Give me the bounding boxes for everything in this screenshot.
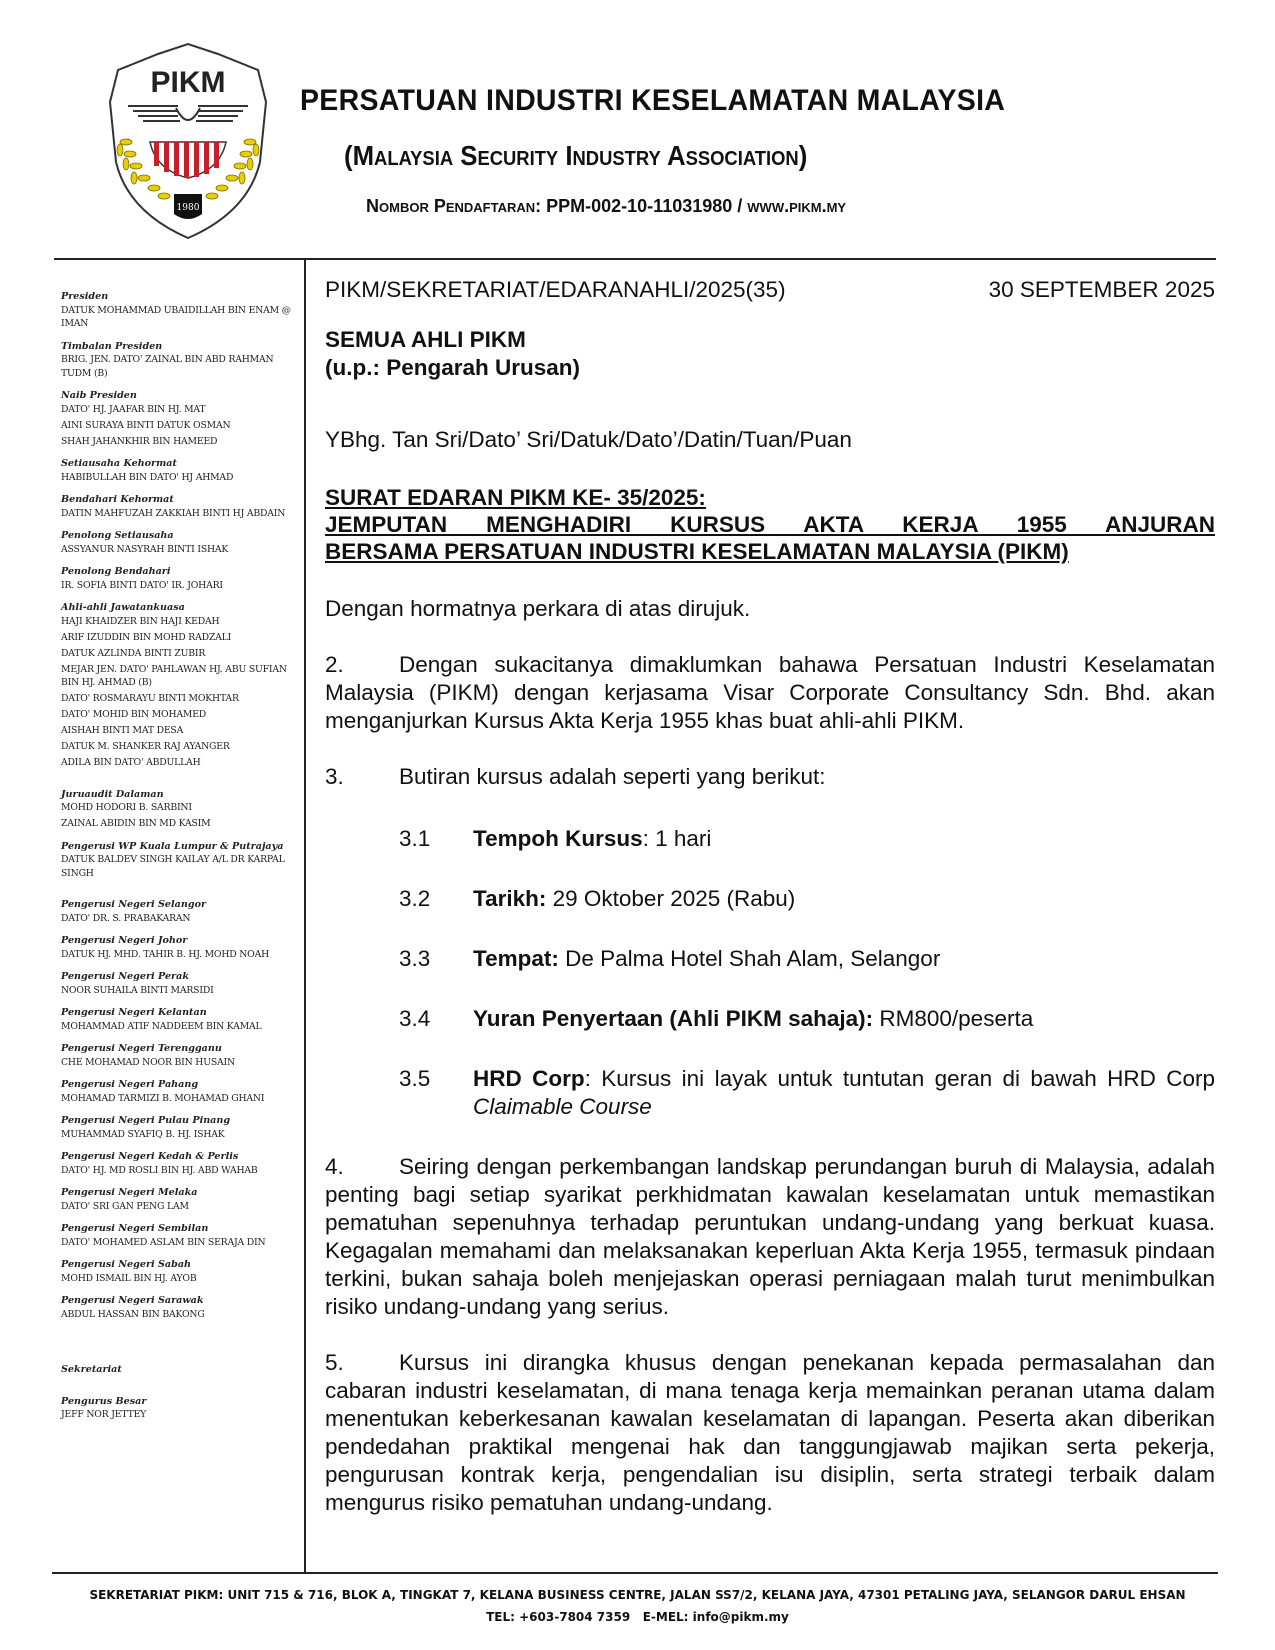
item-number: 3.2 [399,886,431,911]
item-text [473,825,1215,853]
registration-number: Nombor Pendaftaran: PPM-002-10-11031980 / www.pikm.my [366,196,847,216]
top-divider [54,258,1216,260]
committee-role: Pengerusi Negeri Sembilan [61,1223,209,1234]
salutation: YBhg. Tan Sri/Dato’ Sri/Datuk/Dato’/Datin/Tuan/Puan [325,427,852,452]
item-label: HRD Corp [473,1066,585,1091]
committee-member-name: ASSYANUR NASYRAH BINTI ISHAK [61,543,229,555]
paragraph-number: 3. [325,764,344,789]
committee-group [61,290,301,331]
item-value-italic: Claimable Course [473,1094,652,1119]
committee-member-name: DATO' MOHAMED ASLAM BIN SERAJA DIN [61,1236,266,1248]
item-label: Tempat: [473,946,559,971]
committee-group [61,565,301,592]
committee-member-name: DATO' ROSMARAYU BINTI MOKHTAR [61,693,239,704]
item-number: 3.4 [399,1006,431,1031]
item-value: Kursus ini layak untuk tuntutan geran di bawah HRD Corp [601,1066,1215,1091]
course-detail-item [399,1005,1215,1033]
item-label: Tempoh Kursus [473,826,643,851]
item-value: RM800/peserta [879,1006,1034,1031]
paragraph-text: Kursus ini dirangka khusus dengan penekanan kepada permasalahan dan cabaran industri keselamatan, di mana tenaga kerja memainkan peranan utama dalam menentukan keberkesanan kawalan keselamatan di lapangan. Peserta akan diberikan pendedahan praktikal mengenai hak dan tanggungjawab majikan serta pekerja, pengurusan kontrak kerja, pengendalian isu disiplin, serta strategi terbaik dalam mengurus risiko pematuhan undang-undang. [325,1350,1215,1515]
paragraph-5 [325,1349,1215,1517]
committee-member-name: DATO' DR. S. PRABAKARAN [61,912,191,924]
footer-contact: TEL: +603-7804 7359 E-MEL: info@pikm.my [486,1610,789,1624]
committee-role: Setiausaha Kehormat [61,458,177,469]
committee-group [61,788,301,831]
addressee-name: SEMUA AHLI PIKM [325,327,526,352]
committee-group [61,457,301,484]
committee-group [61,1078,301,1105]
attention-line: (u.p.: Pengarah Urusan) [325,355,581,380]
item-separator: : [642,826,656,851]
committee-role: Ahli-ahli Jawatankuasa [61,602,185,613]
paragraph-text: Dengan sukacitanya dimaklumkan bahawa Persatuan Industri Keselamatan Malaysia (PIKM) dengan kerjasama Visar Corporate Consultancy Sdn. Bhd. akan menganjurkan Kursus Akta Kerja 1955 khas buat ahli-ahli PIKM. [325,652,1215,733]
committee-group [61,1150,301,1177]
committee-member-name: MUHAMMAD SYAFIQ B. HJ. ISHAK [61,1128,225,1140]
item-value: 1 hari [655,826,712,851]
course-details-list [399,825,1215,1121]
committee-member-name: DATO' SRI GAN PENG LAM [61,1200,189,1212]
committee-member-name: NOOR SUHAILA BINTI MARSIDI [61,984,214,996]
committee-member-name: MEJAR JEN. DATO' PAHLAWAN HJ. ABU SUFIAN BIN HJ. AHMAD (B) [61,663,287,688]
committee-group [61,340,301,381]
committee-role: Bendahari Kehormat [61,494,174,505]
item-number: 3.3 [399,946,431,971]
course-detail-item [399,825,1215,853]
course-detail-item [399,1065,1215,1121]
paragraph-number: 5. [325,1350,344,1375]
item-value: 29 Oktober 2025 (Rabu) [552,886,796,911]
committee-role: Pengerusi Negeri Pulau Pinang [61,1115,231,1126]
committee-member-name: DATUK BALDEV SINGH KAILAY A/L DR KARPAL SINGH [61,854,285,879]
item-text [473,1005,1215,1033]
committee-group [61,1006,301,1033]
item-text [473,945,1215,973]
committee-group [61,1186,301,1213]
reference-number: PIKM/SEKRETARIAT/EDARANAHLI/2025(35) [325,277,786,302]
committee-member-name: DATIN MAHFUZAH ZAKKIAH BINTI HJ ABDAIN [61,507,286,519]
committee-group [61,1222,301,1249]
committee-role: Pengerusi Negeri Terengganu [61,1043,222,1054]
committee-group [61,1114,301,1141]
committee-member-name: CHE MOHAMAD NOOR BIN HUSAIN [61,1056,235,1068]
committee-role: Penolong Bendahari [61,566,171,577]
committee-member-name: HAJI KHAIDZER BIN HAJI KEDAH [61,615,220,627]
item-text [473,885,1215,913]
footer-address: SEKRETARIAT PIKM: UNIT 715 & 716, BLOK A, TINGKAT 7, KELANA BUSINESS CENTRE, JALAN SS7/2, KELANA JAYA, 47301 PETALING JAYA, SELANGOR DARUL EHSAN [89,1588,1186,1602]
committee-role: Pengerusi Negeri Sarawak [61,1295,204,1306]
committee-group [61,493,301,520]
committee-member-name: ARIF IZUDDIN BIN MOHD RADZALI [61,631,232,643]
committee-member-name: DATO' HJ. JAAFAR BIN HJ. MAT [61,403,206,415]
committee-group [61,840,301,881]
committee-role: Naib Presiden [61,390,137,401]
course-detail-item [399,945,1215,973]
committee-member-name: IR. SOFIA BINTI DATO' IR. JOHARI [61,579,223,591]
committee-group [61,601,301,770]
committee-role: Presiden [61,291,109,302]
committee-member-name: MOHD ISMAIL BIN HJ. AYOB [61,1272,197,1284]
committee-sidebar [61,290,301,1422]
committee-member-name: DATO' MOHID BIN MOHAMED [61,709,207,720]
pikm-logo [98,42,278,242]
committee-group [61,1294,301,1321]
paragraph-number: 4. [325,1154,344,1179]
footer [0,1584,1275,1628]
item-text [473,1065,1215,1121]
committee-group [61,529,301,556]
committee-role: Pengerusi WP Kuala Lumpur & Putrajaya [61,840,284,852]
item-label: Tarikh: [473,886,547,911]
logo-year: 1980 [176,203,200,213]
committee-role: Pengerusi Negeri Kedah & Perlis [61,1151,239,1162]
paragraph-text: Butiran kursus adalah seperti yang berikut: [399,764,826,789]
item-value: De Palma Hotel Shah Alam, Selangor [565,946,941,971]
paragraph-text: Seiring dengan perkembangan landskap perundangan buruh di Malaysia, adalah penting bagi setiap syarikat perkhidmatan kawalan keselamatan untuk memastikan pematuhan sepenuhnya terhadap peruntukan undang-undang yang berkuat kuasa. Kegagalan memahami dan melaksanakan keperluan Akta Kerja 1955, termasuk pindaan terkini, bukan sahaja boleh menjejaskan operasi perniagaan malah turut menimbulkan risiko undang-undang yang serius. [325,1154,1215,1319]
committee-member-name: DATUK HJ. MHD. TAHIR B. HJ. MOHD NOAH [61,948,270,960]
committee-group [61,1042,301,1069]
committee-role: Pengerusi Negeri Johor [61,935,188,946]
paragraph-3 [325,763,1215,791]
committee-role: Pengerusi Negeri Selangor [61,899,207,910]
committee-member-name: AISHAH BINTI MAT DESA [61,725,184,736]
committee-member-name: ZAINAL ABIDIN BIN MD KASIM [61,818,211,829]
committee-role: Penolong Setiausaha [61,530,174,541]
subject-heading [325,484,1215,565]
committee-role: Juruaudit Dalaman [61,788,164,800]
org-name: PERSATUAN INDUSTRI KESELAMATAN MALAYSIA [300,84,1006,117]
committee-member-name: ADILA BIN DATO' ABDULLAH [61,757,201,768]
secretariat-role: Pengurus Besar [61,1395,147,1407]
committee-member-name: MOHAMAD TARMIZI B. MOHAMAD GHANI [61,1092,265,1104]
letter-body [325,276,1215,1517]
committee-member-name: ABDUL HASSAN BIN BAKONG [61,1308,205,1320]
secretariat-block [61,1363,301,1422]
committee-role: Pengerusi Negeri Kelantan [61,1007,207,1018]
committee-member-name: SHAH JAHANKHIR BIN HAMEED [61,435,218,447]
bottom-divider [52,1572,1218,1574]
committee-member-name: DATUK M. SHANKER RAJ AYANGER [61,741,230,752]
committee-group [61,898,301,925]
item-separator: : [584,1066,602,1091]
committee-member-name: BRIG. JEN. DATO' ZAINAL BIN ABD RAHMAN TUDM (B) [61,354,274,379]
course-detail-item [399,885,1215,913]
addressee [325,326,1215,382]
logo-text: PIKM [150,66,226,99]
committee-member-name: MOHD HODORI B. SARBINI [61,802,192,813]
committee-group [61,389,301,448]
reference-row [325,276,1215,304]
paragraph-2 [325,651,1215,735]
subject-line-1: SURAT EDARAN PIKM KE- 35/2025: [325,485,706,510]
committee-role: Pengerusi Negeri Perak [61,971,189,982]
letter-date: 30 SEPTEMBER 2025 [988,277,1215,302]
committee-member-name: DATUK AZLINDA BINTI ZUBIR [61,647,206,659]
committee-member-name: DATUK MOHAMMAD UBAIDILLAH BIN ENAM @ IMAN [61,304,291,329]
committee-member-name: AINI SURAYA BINTI DATUK OSMAN [61,419,231,431]
committee-member-name: MOHAMMAD ATIF NADDEEM BIN KAMAL [61,1020,262,1032]
org-name-english: (Malaysia Security Industry Association) [344,140,808,171]
committee-group [61,1258,301,1285]
item-number: 3.5 [399,1066,431,1091]
subject-line-3: BERSAMA PERSATUAN INDUSTRI KESELAMATAN MALAYSIA (PIKM) [325,539,1069,564]
committee-group [61,934,301,961]
column-divider [304,259,306,1573]
paragraph-4 [325,1153,1215,1321]
committee-role: Pengerusi Negeri Melaka [61,1187,198,1198]
committee-member-name: DATO' HJ. MD ROSLI BIN HJ. ABD WAHAB [61,1164,258,1176]
committee-group [61,970,301,997]
paragraph-number: 2. [325,652,344,677]
secretariat-name: JEFF NOR JETTEY [61,1409,147,1420]
subject-line-2: JEMPUTAN MENGHADIRI KURSUS AKTA KERJA 1955 ANJURAN [325,512,1215,537]
item-number: 3.1 [399,826,431,851]
opening-paragraph: Dengan hormatnya perkara di atas dirujuk. [325,596,751,621]
committee-role: Pengerusi Negeri Sabah [61,1259,192,1270]
committee-role: Timbalan Presiden [61,340,163,352]
secretariat-label: Sekretariat [61,1364,122,1375]
committee-member-name: HABIBULLAH BIN DATO' HJ AHMAD [61,471,234,483]
item-label: Yuran Penyertaan (Ahli PIKM sahaja): [473,1006,874,1031]
committee-role: Pengerusi Negeri Pahang [61,1079,199,1090]
